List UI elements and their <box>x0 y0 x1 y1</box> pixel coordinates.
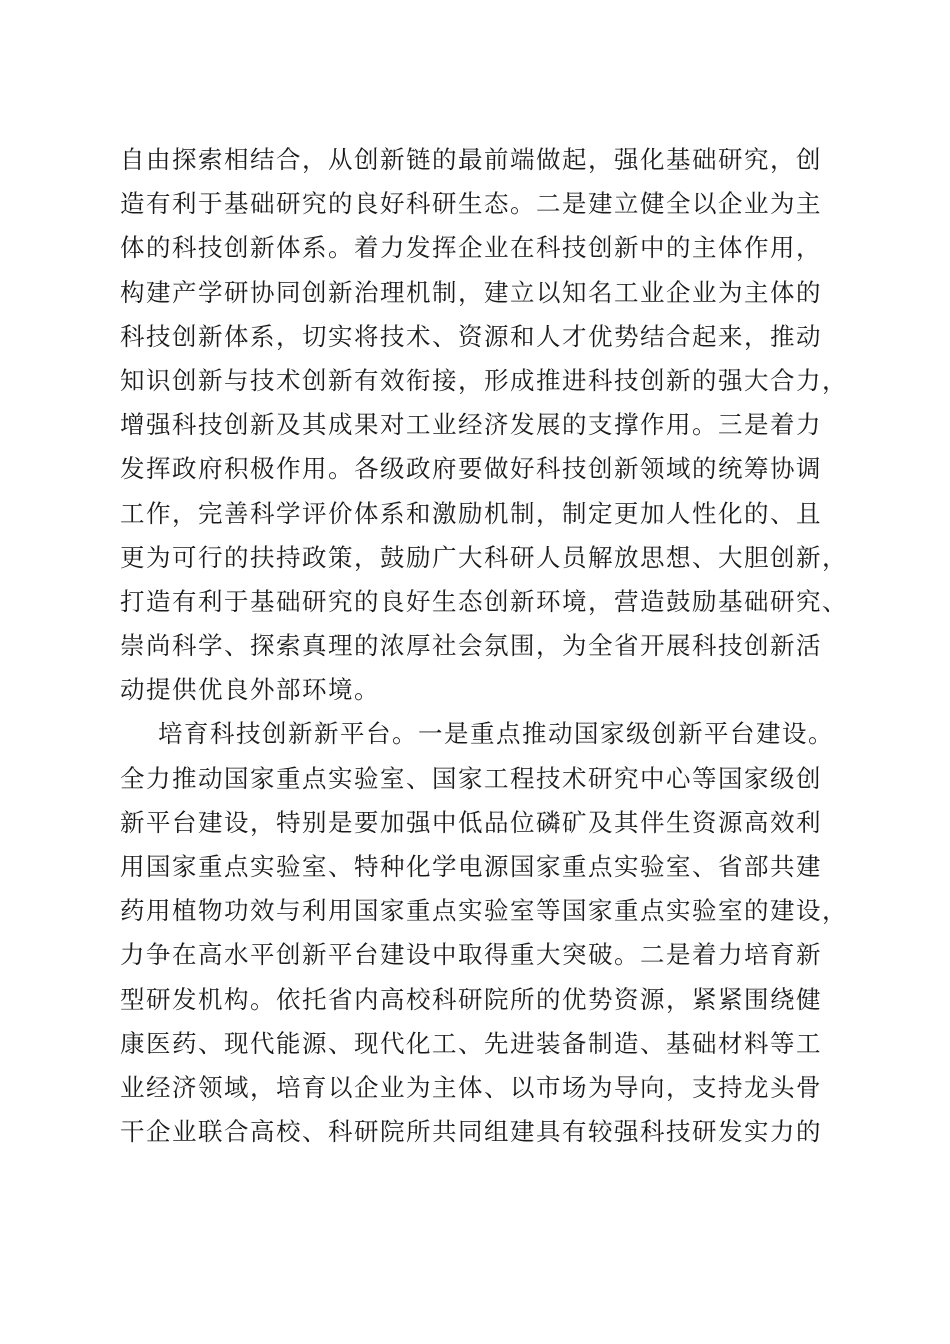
text-line: 全力推动国家重点实验室、国家工程技术研究中心等国家级创 <box>120 763 822 793</box>
text-line: 崇尚科学、探索真理的浓厚社会氛围，为全省开展科技创新活 <box>120 631 822 661</box>
text-line: 动提供优良外部环境。 <box>120 675 380 705</box>
text-line: 更为可行的扶持政策，鼓励广大科研人员解放思想、大胆创新， <box>120 542 848 572</box>
text-line: 增强科技创新及其成果对工业经济发展的支撑作用。三是着力 <box>120 410 822 440</box>
text-line: 工作，完善科学评价体系和激励机制，制定更加人性化的、且 <box>120 498 822 528</box>
text-line: 业经济领域，培育以企业为主体、以市场为导向，支持龙头骨 <box>120 1072 822 1102</box>
text-line: 药用植物功效与利用国家重点实验室等国家重点实验室的建设， <box>120 896 848 926</box>
text-line: 力争在高水平创新平台建设中取得重大突破。二是着力培育新 <box>120 940 822 970</box>
text-line: 康医药、现代能源、现代化工、先进装备制造、基础材料等工 <box>120 1028 822 1058</box>
paragraph-2 <box>120 712 848 1154</box>
text-line: 打造有利于基础研究的良好生态创新环境，营造鼓励基础研究、 <box>120 586 848 616</box>
text-line: 培育科技创新新平台。一是重点推动国家级创新平台建设。 <box>158 719 834 749</box>
text-line: 造有利于基础研究的良好科研生态。二是建立健全以企业为主 <box>120 189 822 219</box>
text-line: 构建产学研协同创新治理机制，建立以知名工业企业为主体的 <box>120 277 822 307</box>
text-line: 新平台建设，特别是要加强中低品位磷矿及其伴生资源高效利 <box>120 807 822 837</box>
paragraph-1 <box>120 138 848 712</box>
text-line: 型研发机构。依托省内高校科研院所的优势资源，紧紧围绕健 <box>120 984 822 1014</box>
text-line: 干企业联合高校、科研院所共同组建具有较强科技研发实力的 <box>120 1117 822 1147</box>
text-line: 用国家重点实验室、特种化学电源国家重点实验室、省部共建 <box>120 852 822 881</box>
text-line: 自由探索相结合，从创新链的最前端做起，强化基础研究，创 <box>120 145 822 174</box>
body-text <box>120 138 848 1154</box>
text-line: 发挥政府积极作用。各级政府要做好科技创新领域的统筹协调 <box>120 454 822 484</box>
text-line: 体的科技创新体系。着力发挥企业在科技创新中的主体作用， <box>120 233 822 263</box>
text-line: 科技创新体系，切实将技术、资源和人才优势结合起来，推动 <box>120 321 822 351</box>
text-line: 知识创新与技术创新有效衔接，形成推进科技创新的强大合力， <box>120 365 848 395</box>
